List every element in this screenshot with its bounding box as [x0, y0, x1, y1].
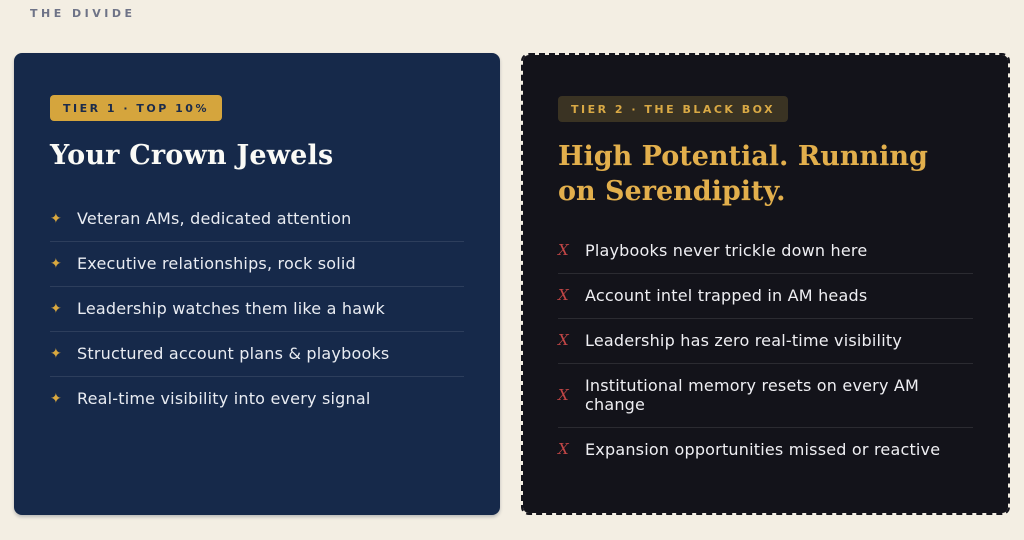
list-item-text: Institutional memory resets on every AM change — [585, 376, 920, 415]
list-item — [558, 229, 973, 273]
list-item-text: Playbooks never trickle down here — [585, 241, 868, 261]
tier2-list — [558, 229, 973, 472]
list-item-text: Leadership watches them like a hawk — [77, 299, 386, 319]
section-label: THE DIVIDE — [30, 7, 136, 20]
x-icon: X — [558, 440, 569, 459]
tier1-badge: TIER 1 · TOP 10% — [50, 95, 222, 121]
star-icon: ✦ — [50, 345, 62, 362]
list-item — [50, 197, 464, 241]
tier1-title: Your Crown Jewels — [50, 140, 334, 172]
list-item — [50, 241, 464, 286]
star-icon: ✦ — [50, 300, 62, 317]
list-item-text: Executive relationships, rock solid — [77, 254, 356, 274]
x-icon: X — [558, 286, 569, 305]
list-item-text: Veteran AMs, dedicated attention — [77, 209, 352, 229]
list-item — [50, 331, 464, 376]
list-item-text: Expansion opportunities missed or reactive — [585, 440, 941, 460]
x-icon: X — [558, 241, 569, 260]
star-icon: ✦ — [50, 390, 62, 407]
list-item — [50, 376, 464, 421]
list-item — [558, 427, 973, 472]
list-item-text: Account intel trapped in AM heads — [585, 286, 868, 306]
star-icon: ✦ — [50, 255, 62, 272]
x-icon: X — [558, 331, 569, 350]
tier2-badge: TIER 2 · THE BLACK BOX — [558, 96, 788, 122]
list-item-text: Real-time visibility into every signal — [77, 389, 371, 409]
tier2-panel — [521, 53, 1010, 515]
list-item — [50, 286, 464, 331]
list-item-text: Leadership has zero real-time visibility — [585, 331, 902, 351]
list-item-text: Structured account plans & playbooks — [77, 344, 390, 364]
tier1-panel — [14, 53, 500, 515]
list-item — [558, 273, 973, 318]
tier1-list — [50, 197, 464, 421]
tier2-title: High Potential. Running on Serendipity. — [558, 141, 928, 208]
x-icon: X — [558, 385, 569, 404]
list-item — [558, 318, 973, 363]
list-item — [558, 363, 973, 427]
star-icon: ✦ — [50, 210, 62, 227]
